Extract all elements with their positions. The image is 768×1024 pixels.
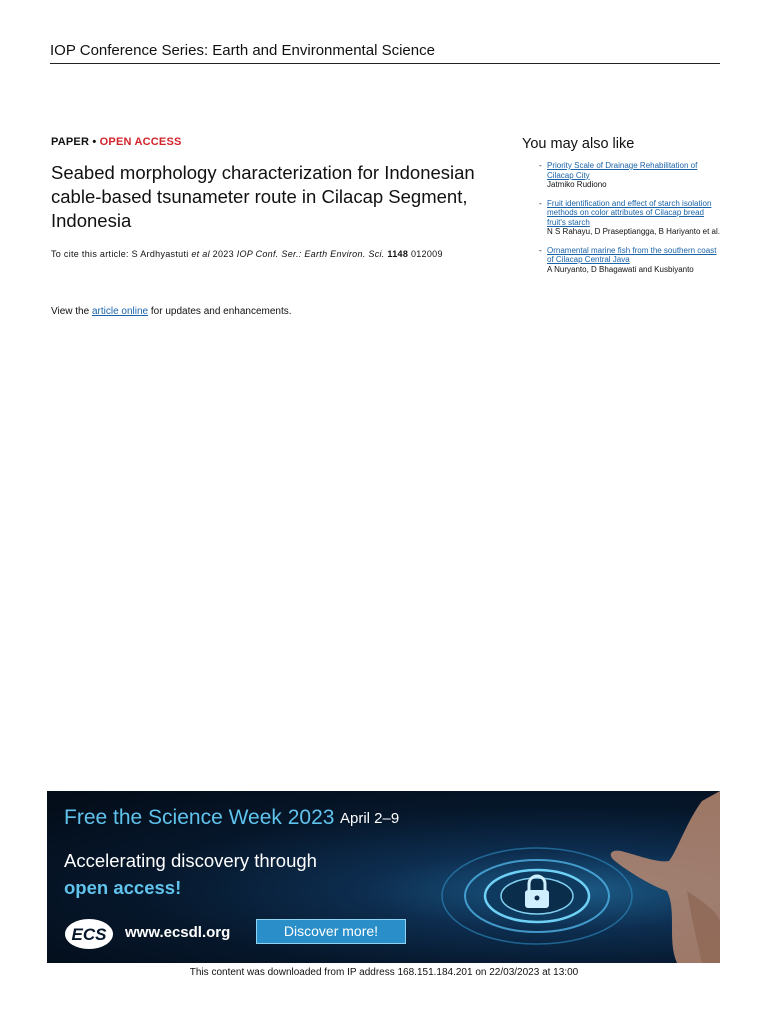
journal-header: [50, 42, 720, 64]
related-articles-sidebar: [522, 136, 722, 283]
paper-title: Seabed morphology characterization for Indonesian cable-based tsunameter route in Cilacap Segment, Indonesia: [51, 162, 475, 231]
paper-type-label: PAPER: [51, 136, 90, 148]
related-authors: N S Rahayu, D Praseptiangga, B Hariyanto et al.: [547, 227, 720, 236]
banner-tagline: Accelerating discovery through: [64, 850, 317, 871]
list-dash: -: [539, 245, 542, 255]
open-access-label: OPEN ACCESS: [99, 136, 182, 148]
related-authors: Jatmiko Rudiono: [547, 180, 607, 189]
view-after: for updates and enhancements.: [148, 306, 292, 317]
related-article-link[interactable]: Priority Scale of Drainage Rehabilitation of Cilacap City: [547, 161, 698, 180]
citation-prefix: To cite this article: S Ardhyastuti: [51, 249, 192, 259]
citation-article: 012009: [408, 249, 443, 259]
list-dash: -: [539, 198, 542, 208]
paper-meta: [51, 136, 182, 148]
citation-line: [51, 249, 443, 259]
citation-journal: IOP Conf. Ser.: Earth Environ. Sci.: [236, 249, 385, 259]
list-dash: -: [539, 161, 542, 170]
sidebar-heading: You may also like: [522, 136, 635, 152]
ecs-logo-text: ECS: [71, 925, 107, 944]
citation-etal: et al: [191, 249, 210, 259]
related-item: [522, 246, 722, 275]
download-note: This content was downloaded from IP address 168.151.184.201 on 22/03/2023 at 13:00: [189, 967, 579, 978]
article-online-link[interactable]: article online: [91, 306, 149, 317]
view-online-line: [51, 306, 292, 317]
hand-icon: [607, 791, 720, 963]
ecs-advertisement-banner[interactable]: [47, 791, 720, 963]
banner-title: Free the Science Week 2023: [64, 806, 335, 829]
related-article-link[interactable]: Ornamental marine fish from the southern coast of Cilacap Central Java: [547, 245, 717, 264]
ecs-logo: [64, 918, 114, 950]
related-article-link[interactable]: Fruit identification and effect of starch isolation methods on color attributes of Cilacap bread fruit's starch: [547, 198, 712, 227]
related-item: [522, 199, 722, 237]
banner-url[interactable]: www.ecsdl.org: [125, 924, 231, 941]
journal-title: IOP Conference Series: Earth and Environmental Science: [50, 42, 435, 59]
citation-year: 2023: [209, 249, 237, 259]
discover-more-button[interactable]: Discover more!: [256, 919, 406, 944]
citation-volume: 1148: [387, 249, 409, 259]
related-item: [522, 161, 722, 190]
meta-separator: •: [89, 136, 100, 148]
view-before: View the: [51, 306, 92, 317]
related-authors: A Nuryanto, D Bhagawati and Kusbiyanto: [547, 264, 694, 274]
banner-tagline-emphasis: open access!: [64, 877, 182, 898]
banner-date: April 2–9: [340, 810, 400, 827]
